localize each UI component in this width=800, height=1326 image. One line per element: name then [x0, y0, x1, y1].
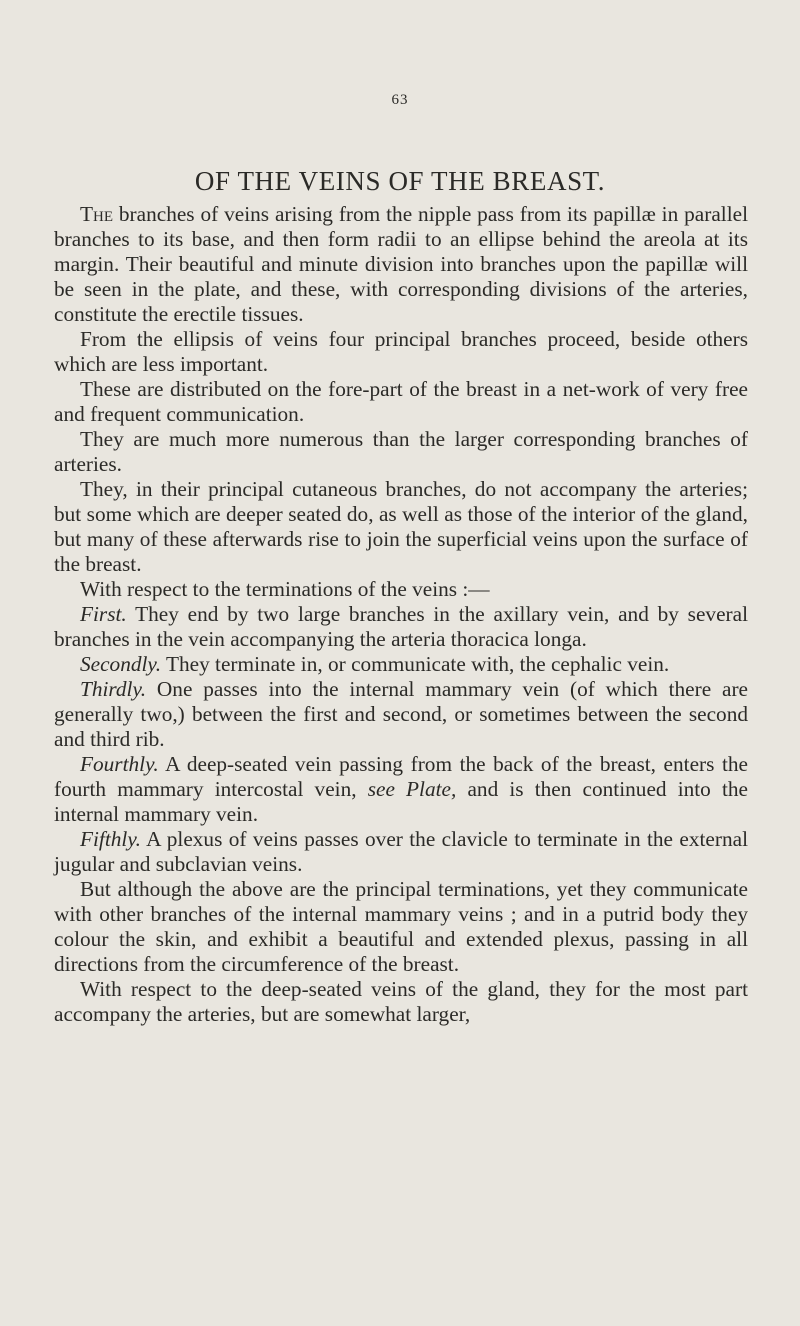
paragraph-13: With respect to the deep-seated veins of the gland, they for the most part accompany the arteries, but are somewhat larger, — [54, 977, 748, 1026]
paragraph-lead: Fourthly. — [80, 752, 159, 776]
paragraph-6: With respect to the terminations of the veins :— — [80, 577, 490, 601]
paragraph-first — [54, 602, 748, 652]
plate-reference: see Plate, — [367, 777, 457, 801]
page-number: 63 — [391, 92, 409, 108]
paragraph-thirdly — [54, 677, 748, 752]
paragraph-lead: Thirdly. — [80, 677, 147, 701]
paragraph-text: They end by two large branches in the axillary vein, and by several branches in the vein accompanying the arteria thoracica longa. — [54, 602, 748, 651]
paragraph-text: They terminate in, or communicate with, the cephalic vein. — [161, 652, 670, 676]
paragraph-text: One passes into the internal mammary vein (of which there are generally two,) between the first and second, or sometimes between the second and third rib. — [54, 677, 748, 751]
paragraph-4: They are much more numerous than the larger corresponding branches of arteries. — [54, 427, 748, 476]
paragraph-lead: Fifthly. — [80, 827, 141, 851]
paragraph-text: A deep-seated vein passing from the back of the breast, enters the fourth mammary intercostal vein, — [54, 752, 748, 801]
paragraph-12: But although the above are the principal terminations, yet they communicate with other branches of the internal mammary veins ; and in a putrid body they colour the skin, and exhibit a beautiful and extended plexus, passing in all directions from the circumference of the breast. — [54, 877, 748, 976]
paragraph-lead: Secondly. — [80, 652, 162, 676]
paragraph-2: From the ellipsis of veins four principal branches proceed, beside others which are less important. — [54, 327, 748, 376]
paragraph-1 — [54, 202, 748, 327]
body-text — [54, 202, 748, 1027]
paragraph-lead: First. — [80, 602, 127, 626]
paragraph-5: They, in their principal cutaneous branches, do not accompany the arteries; but some which are deeper seated do, as well as those of the interior of the gland, but many of these afterwards rise to join the superficial veins upon the surface of the breast. — [54, 477, 748, 576]
paragraph-first-word: The — [80, 202, 114, 226]
paragraph-text: A plexus of veins passes over the clavicle to terminate in the external jugular and subclavian veins. — [54, 827, 748, 876]
page-title: OF THE VEINS OF THE BREAST. — [194, 166, 606, 196]
paragraph-fourthly — [54, 752, 748, 827]
paragraph-tail: and is then continued into the internal mammary vein. — [54, 777, 748, 826]
paragraph-secondly — [54, 652, 748, 677]
paragraph-text: branches of veins arising from the nipple pass from its papillæ in parallel branches to its base, and then form radii to an ellipse behind the areola at its margin. Their beautiful and minute division into branches upon the papillæ will be seen in the plate, and these, with corresponding divisions of the arteries, constitute the erectile tissues. — [54, 202, 748, 326]
paragraph-fifthly — [54, 827, 748, 877]
paragraph-3: These are distributed on the fore-part of the breast in a net-work of very free and frequent communication. — [54, 377, 748, 426]
